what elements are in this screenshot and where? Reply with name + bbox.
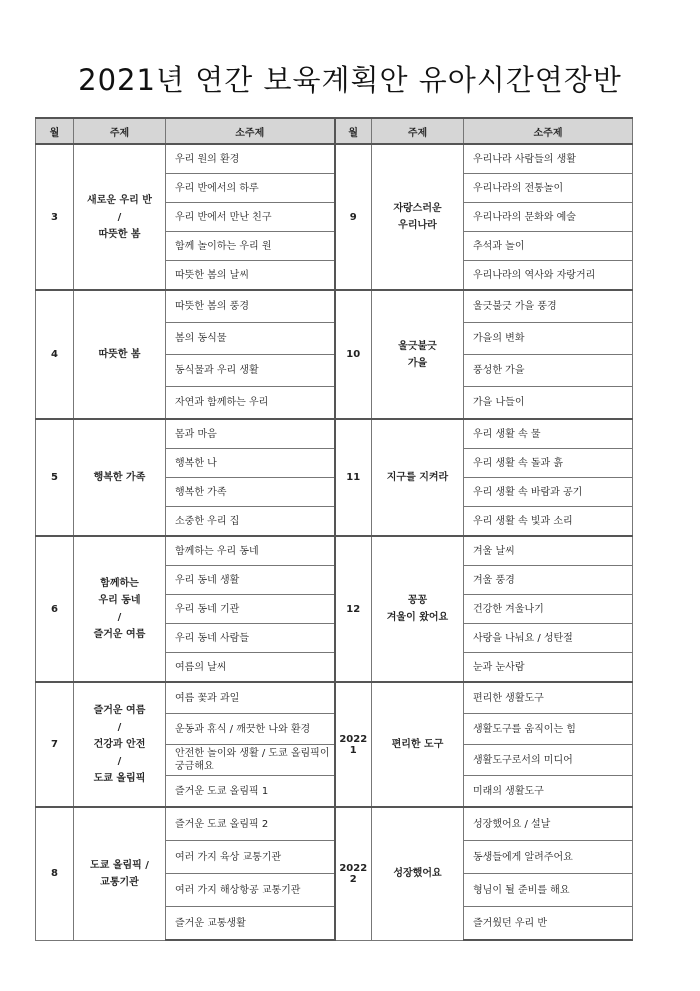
theme-line: 지구를 지켜라 (386, 472, 449, 483)
subtheme-cell: 사랑을 나눠요 / 성탄절 (464, 624, 633, 653)
table-row (36, 144, 633, 174)
subtheme-cell: 봄의 동식물 (166, 323, 335, 355)
subtheme-cell: 우리나라 사람들의 생활 (464, 144, 633, 174)
subtheme-cell: 함께하는 우리 동네 (166, 536, 335, 566)
subtheme-cell: 함께 놀이하는 우리 원 (166, 232, 335, 261)
subtheme-cell: 따뜻한 봄의 풍경 (166, 290, 335, 323)
theme-cell (74, 536, 166, 682)
subtheme-cell: 즐거웠던 우리 반 (464, 907, 633, 941)
month-line: 12 (346, 603, 361, 615)
subtheme-cell: 행복한 가족 (166, 478, 335, 507)
theme-line: 편리한 도구 (391, 739, 444, 750)
subtheme-cell: 행복한 나 (166, 449, 335, 478)
subtheme-cell: 추석과 놀이 (464, 232, 633, 261)
month-line: 2022 (339, 733, 368, 745)
subtheme-cell: 우리나라의 전통놀이 (464, 174, 633, 203)
theme-cell (372, 807, 464, 940)
theme-cell (74, 807, 166, 940)
subtheme-cell: 자연과 함께하는 우리 (166, 387, 335, 420)
theme-cell (372, 144, 464, 290)
theme-line: 건강과 안전 (93, 739, 146, 750)
subtheme-cell: 형님이 될 준비를 해요 (464, 874, 633, 907)
month-cell (335, 419, 372, 536)
theme-line: 따뜻한 봄 (98, 349, 141, 360)
subtheme-cell: 우리 동네 사람들 (166, 624, 335, 653)
subtheme-cell: 건강한 겨울나기 (464, 595, 633, 624)
subtheme-cell: 즐거운 도쿄 올림픽 2 (166, 807, 335, 841)
subtheme-cell: 성장했어요 / 설날 (464, 807, 633, 841)
theme-line: / (117, 722, 122, 733)
subtheme-cell: 우리 생활 속 빛과 소리 (464, 507, 633, 537)
theme-line: 함께하는 (100, 578, 139, 589)
month-cell: 5 (36, 419, 74, 536)
subtheme-cell: 여름 꽃과 과일 (166, 682, 335, 714)
subtheme-cell: 겨울 풍경 (464, 566, 633, 595)
subtheme-cell: 동식물과 우리 생활 (166, 355, 335, 387)
subtheme-cell: 눈과 눈사람 (464, 653, 633, 683)
month-cell: 3 (36, 144, 74, 290)
month-line: 9 (349, 211, 357, 223)
month-cell (335, 290, 372, 419)
subtheme-cell: 운동과 휴식 / 깨끗한 나와 환경 (166, 714, 335, 745)
subtheme-cell: 여름의 날씨 (166, 653, 335, 683)
theme-cell (74, 144, 166, 290)
subtheme-cell: 우리나라의 문화와 예술 (464, 203, 633, 232)
subtheme-cell: 우리 반에서의 하루 (166, 174, 335, 203)
subtheme-cell: 우리 생활 속 돌과 흙 (464, 449, 633, 478)
theme-line: / (117, 756, 122, 767)
subtheme-cell: 따뜻한 봄의 날씨 (166, 261, 335, 291)
theme-line: 우리 동네 (98, 595, 141, 606)
subtheme-cell: 가을 나들이 (464, 387, 633, 420)
subtheme-cell: 미래의 생활도구 (464, 776, 633, 808)
theme-line: 가을 (407, 357, 428, 369)
subtheme-cell: 소중한 우리 집 (166, 507, 335, 537)
theme-cell (74, 419, 166, 536)
theme-cell (372, 419, 464, 536)
theme-line: 따뜻한 봄 (98, 228, 141, 240)
month-line: 2022 (339, 862, 368, 874)
month-line: 2 (349, 873, 357, 885)
subtheme-cell: 몸과 마음 (166, 419, 335, 449)
theme-cell (372, 536, 464, 682)
subtheme-cell: 우리 생활 속 물 (464, 419, 633, 449)
header-month: 월 (335, 118, 372, 144)
theme-line: 도쿄 올림픽 / (90, 859, 149, 871)
subtheme-cell: 우리 동네 생활 (166, 566, 335, 595)
subtheme-cell: 여러 가지 해상항공 교통기관 (166, 874, 335, 907)
theme-line: 교통기관 (100, 876, 139, 888)
subtheme-cell: 우리 원의 환경 (166, 144, 335, 174)
month-cell: 8 (36, 807, 74, 940)
theme-line: 도쿄 올림픽 (93, 773, 146, 784)
month-line: 1 (349, 744, 357, 756)
month-line: 10 (346, 349, 361, 360)
subtheme-cell: 즐거운 교통생활 (166, 907, 335, 941)
theme-line: 즐거운 여름 (93, 629, 146, 640)
theme-line: 울긋불긋 (398, 340, 437, 352)
subtheme-cell: 우리 반에서 만난 친구 (166, 203, 335, 232)
month-cell (335, 807, 372, 940)
header-subtheme: 소주제 (464, 118, 633, 144)
theme-cell (372, 290, 464, 419)
table-row (36, 419, 633, 449)
theme-cell (74, 682, 166, 807)
theme-line: 꽁꽁 (407, 595, 428, 606)
theme-line: 자랑스러운 (393, 203, 442, 214)
subtheme-cell: 풍성한 가을 (464, 355, 633, 387)
subtheme-cell: 우리 생활 속 바람과 공기 (464, 478, 633, 507)
table-row (36, 536, 633, 566)
header-subtheme: 소주제 (166, 118, 335, 144)
subtheme-cell: 동생들에게 알려주어요 (464, 841, 633, 874)
table-row (36, 290, 633, 323)
subtheme-cell: 편리한 생활도구 (464, 682, 633, 714)
subtheme-cell: 우리나라의 역사와 자랑거리 (464, 261, 633, 291)
subtheme-cell: 우리 동네 기관 (166, 595, 335, 624)
subtheme-cell: 겨울 날씨 (464, 536, 633, 566)
month-cell (335, 536, 372, 682)
page-title: 2021년 연간 보육계획안 유아시간연장반 (78, 63, 622, 97)
table-row (36, 682, 633, 714)
header-month: 월 (36, 118, 74, 144)
subtheme-cell: 생활도구로서의 미디어 (464, 745, 633, 776)
month-line: 11 (346, 472, 361, 483)
month-cell (335, 144, 372, 290)
theme-line: 우리나라 (398, 220, 437, 231)
theme-line: / (117, 211, 122, 223)
theme-line: 즐거운 여름 (93, 705, 146, 716)
theme-line: 겨울이 왔어요 (386, 612, 449, 623)
subtheme-cell: 즐거운 도쿄 올림픽 1 (166, 776, 335, 808)
subtheme-cell: 생활도구를 움직이는 힘 (464, 714, 633, 745)
theme-line: 행복한 가족 (93, 472, 146, 483)
theme-line: 새로운 우리 반 (87, 194, 152, 206)
month-cell: 4 (36, 290, 74, 419)
subtheme-cell: 여러 가지 육상 교통기관 (166, 841, 335, 874)
header-row (36, 118, 633, 144)
subtheme-cell: 가을의 변화 (464, 323, 633, 355)
subtheme-cell: 울긋불긋 가을 풍경 (464, 290, 633, 323)
month-cell: 7 (36, 682, 74, 807)
theme-line: / (117, 612, 122, 623)
theme-cell (74, 290, 166, 419)
annual-plan-table (35, 117, 633, 941)
theme-line: 성장했어요 (393, 868, 442, 880)
table-row (36, 807, 633, 841)
month-cell: 6 (36, 536, 74, 682)
theme-cell (372, 682, 464, 807)
header-theme: 주제 (74, 118, 166, 144)
subtheme-cell: 안전한 놀이와 생활 / 도쿄 올림픽이 궁금해요 (166, 745, 335, 776)
header-theme: 주제 (372, 118, 464, 144)
plan-body (36, 144, 633, 940)
month-cell (335, 682, 372, 807)
